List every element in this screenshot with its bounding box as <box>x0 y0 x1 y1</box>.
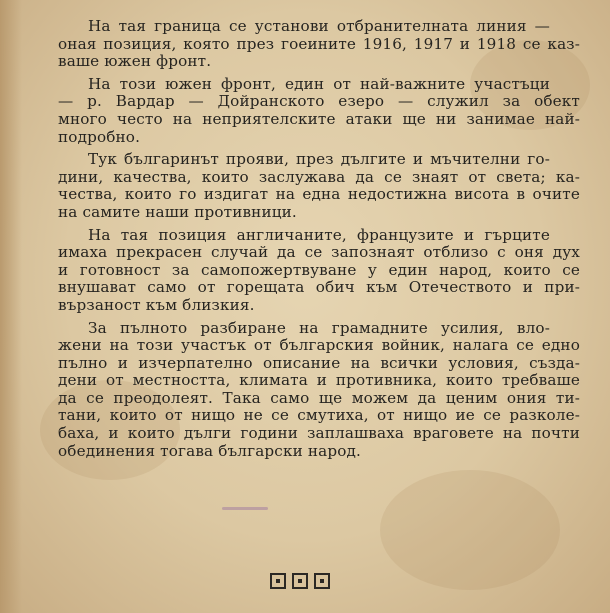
paragraph <box>58 151 580 221</box>
text-line: чества, които го издигат на една недостижна висота в очите <box>58 185 580 204</box>
ornament-square-icon <box>292 573 308 589</box>
text-line: — р. Вардар — Дойранското езеро — служил за обект <box>58 92 580 111</box>
text-line: имаха прекрасен случай да се запознаят отблизо с оня дух <box>58 243 580 262</box>
text-line: много често на неприятелските атаки ще ни занимае най- <box>58 109 580 128</box>
text-line: обединения тогава български народ. <box>58 441 361 460</box>
text-line: дини, качества, които заслужава да се знаят от света; ка- <box>58 167 580 186</box>
text-line: На тая граница се установи отбранителната линия — <box>88 17 550 35</box>
text-line: вързаност към близкия. <box>58 295 255 314</box>
text-line: пълно и изчерпателно описание на всички условия, създа- <box>58 353 580 372</box>
text-line: жени на този участък от българския войник, налага се едно <box>58 336 580 355</box>
text-line: Тук българинът прояви, през дългите и мъчителни го- <box>88 150 550 169</box>
paper-stain <box>380 470 560 590</box>
text-line: оная позиция, която през гоеините 1916, 1917 и 1918 се каз- <box>58 34 580 53</box>
text-line: да се преодолеят. Така само ще можем да ценим ония ти- <box>58 388 580 407</box>
text-line: на самите наши противници. <box>58 202 297 221</box>
text-line: ваше южен фронт. <box>58 52 212 71</box>
text-line: На тая позиция англичаните, французите и гърците <box>88 225 550 244</box>
text-line: внушават само от горещата обич към Отечеството и при- <box>58 278 580 297</box>
paragraph <box>58 18 580 71</box>
three-squares-ornament-icon <box>270 573 330 589</box>
page-edge-shadow <box>0 0 22 613</box>
paragraph <box>58 227 580 315</box>
text-line: и готовност за самопожертвуване у един народ, които се <box>58 260 580 279</box>
text-line: За пълното разбиране на грамадните усилия, вло- <box>88 318 550 337</box>
ornament-square-icon <box>314 573 330 589</box>
text-line: На този южен фронт, един от най-важните участъци <box>88 74 550 93</box>
text-line: баха, и които дълги години заплашваха враговете на почти <box>58 424 580 443</box>
text-line: подробно. <box>58 127 141 146</box>
paragraph <box>58 76 580 146</box>
ink-smudge <box>222 507 268 510</box>
text-line: тани, които от нищо не се смутиха, от нищо ие се разколе- <box>58 406 580 425</box>
paragraph <box>58 320 580 461</box>
body-text <box>58 18 580 465</box>
ornament-square-icon <box>270 573 286 589</box>
text-line: дени от местността, климата и противника, които требваше <box>58 371 580 390</box>
